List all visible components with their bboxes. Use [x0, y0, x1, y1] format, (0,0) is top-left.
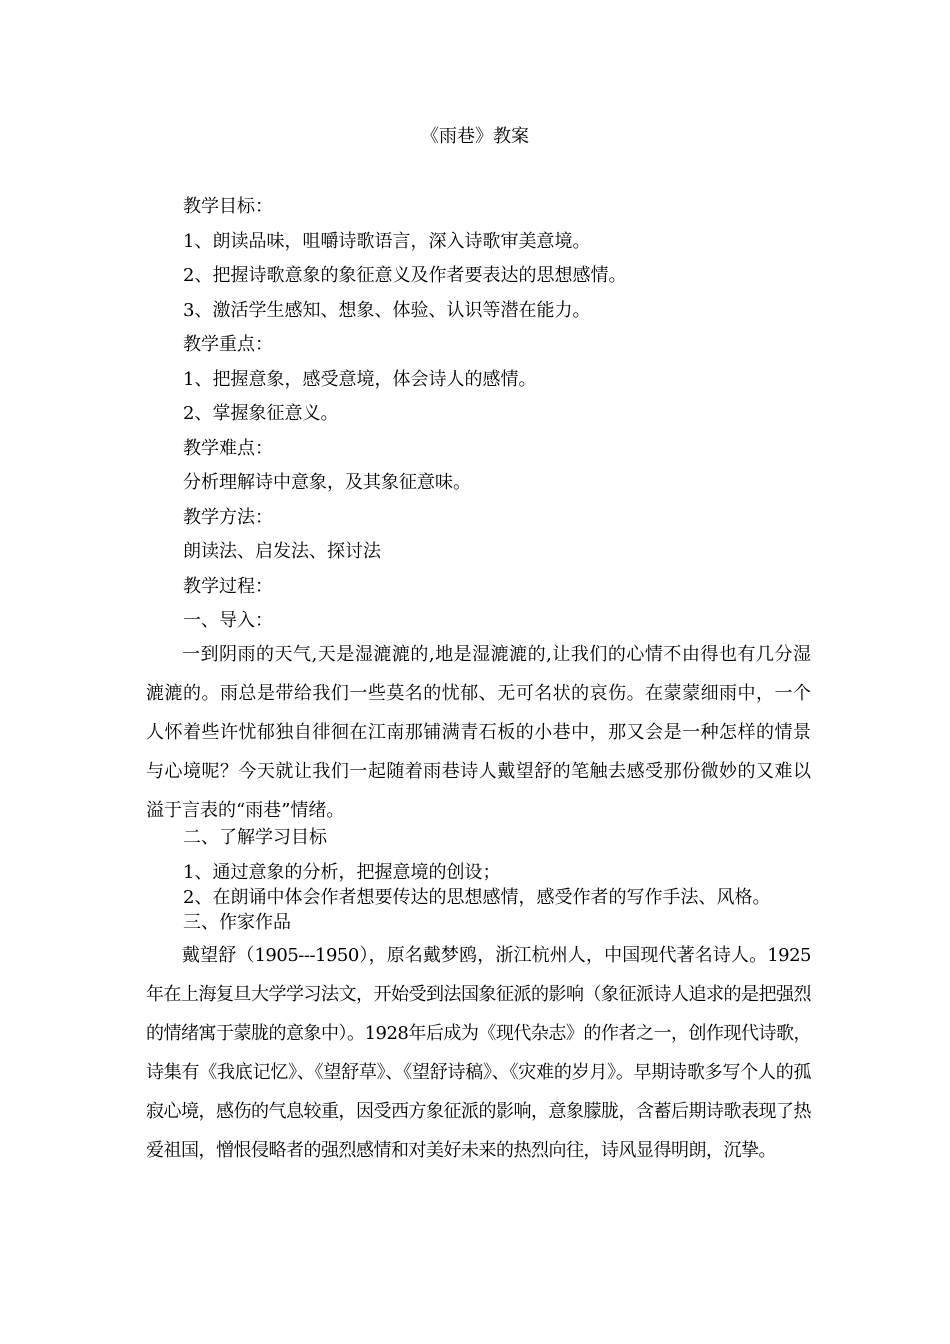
process-heading: 教学过程： — [183, 576, 273, 597]
document-title: 《雨巷》教案 — [421, 126, 529, 147]
objectives-heading: 教学目标： — [183, 196, 273, 217]
difficulty-text: 分析理解诗中意象，及其象征意味。 — [183, 472, 471, 493]
intro-paragraph: 一到阴雨的天气,天是湿漉漉的,地是湿漉漉的,让我们的心情不由得也有几分湿漉漉的。雨总是带给我们一些莫名的忧郁、无可名状的哀伤。在蒙蒙细雨中，一个人怀着些许忧郁独自徘徊在江南那铺满青石板的小巷中，那又会是一种怎样的情景与心境呢？今天就让我们一起随着雨巷诗人戴望舒的笔触去感受那份微妙的又难以溢于言表的“雨巷”情绪。 — [146, 644, 811, 821]
key-points-heading: 教学重点： — [183, 334, 273, 355]
author-paragraph: 戴望舒（1905---1950），原名戴梦鸥，浙江杭州人，中国现代著名诗人。1925年在上海复旦大学学习法文，开始受到法国象征派的影响（象征派诗人追求的是把强烈的情绪寓于蒙胧的意象中）。1928年后成为《现代杂志》的作者之一，创作现代诗歌，诗集有《我底记忆》、《望舒草》、《望舒诗稿》、《灾难的岁月》。早期诗歌多写个人的孤寂心境，感伤的气息较重，因受西方象征派的影响，意象朦胧，含蓄后期诗歌表现了热爱祖国，憎恨侵略者的强烈感情和对美好未来的热烈向往，诗风显得明朗，沉挚。 — [146, 945, 811, 1161]
objective-item: 2、把握诗歌意象的象征意义及作者要表达的思想感情。 — [183, 265, 627, 286]
methods-heading: 教学方法： — [183, 507, 273, 528]
section-1-heading: 一、导入： — [183, 610, 273, 631]
difficulty-heading: 教学难点： — [183, 438, 273, 459]
methods-text: 朗读法、启发法、探讨法 — [183, 541, 381, 562]
section-2-heading: 二、了解学习目标 — [183, 827, 327, 848]
learning-goal-item: 1、通过意象的分析，把握意境的创设； — [183, 862, 501, 883]
key-point-item: 1、把握意象，感受意境，体会诗人的感情。 — [183, 369, 537, 390]
section-3-heading: 三、作家作品 — [183, 912, 291, 933]
objective-item: 1、朗读品味，咀嚼诗歌语言，深入诗歌审美意境。 — [183, 231, 591, 252]
key-point-item: 2、掌握象征意义。 — [183, 403, 339, 424]
learning-goal-item: 2、在朗诵中体会作者想要传达的思想感情，感受作者的写作手法、风格。 — [183, 887, 771, 908]
objective-item: 3、激活学生感知、想象、体验、认识等潜在能力。 — [183, 300, 591, 321]
